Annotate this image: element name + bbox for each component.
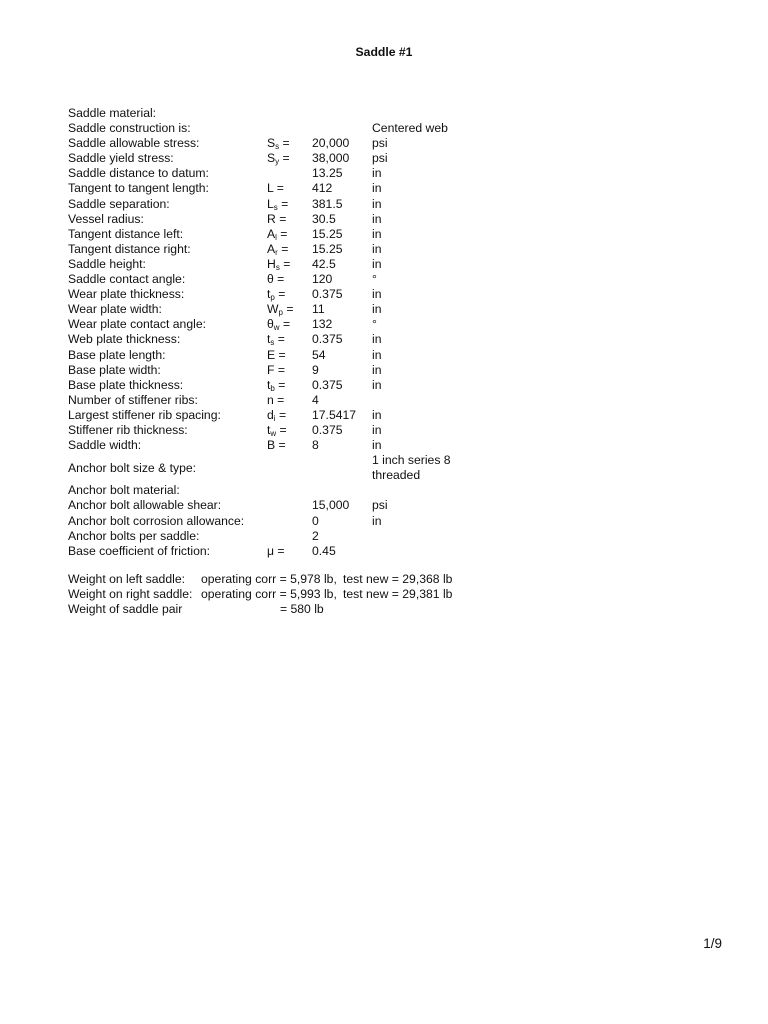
right-saddle-label: Weight on right saddle:: [68, 587, 193, 602]
symbol-letter: H: [267, 256, 276, 271]
parameter-unit: psi: [372, 498, 388, 513]
symbol-equals: =: [279, 256, 291, 271]
symbol-equals: =: [274, 332, 285, 347]
parameter-value: 13.25: [312, 166, 343, 181]
parameter-label: Saddle yield stress:: [68, 151, 174, 166]
parameter-unit: psi: [372, 151, 388, 166]
parameter-label: Wear plate width:: [68, 302, 162, 317]
symbol-letter: L: [267, 181, 274, 196]
parameter-symbol: [267, 438, 286, 453]
symbol-equals: =: [282, 302, 294, 317]
symbol-subscript: p: [278, 308, 283, 318]
parameter-value: 381.5: [312, 196, 343, 211]
parameter-symbol: [267, 302, 293, 317]
parameter-label: Saddle material:: [68, 106, 157, 120]
symbol-letter: R: [267, 211, 276, 226]
parameter-label: Anchor bolt allowable shear:: [68, 498, 222, 513]
symbol-subscript: w: [273, 323, 280, 333]
parameter-label: Tangent distance left:: [68, 226, 184, 241]
symbol-subscript: y: [275, 157, 280, 167]
right-saddle-operating: operating corr = 5,993 lb,: [201, 587, 337, 602]
parameter-unit: in: [372, 226, 382, 241]
parameter-label: Stiffener rib thickness:: [68, 422, 188, 437]
parameter-value: 0.45: [312, 543, 336, 558]
symbol-subscript: w: [270, 428, 277, 438]
symbol-equals: =: [275, 407, 287, 422]
symbol-letter: t: [267, 377, 271, 392]
symbol-equals: =: [273, 272, 285, 287]
symbol-equals: =: [275, 438, 286, 453]
parameter-value: 42.5: [312, 256, 336, 271]
parameter-value: 38,000: [312, 151, 350, 166]
symbol-equals: =: [276, 226, 288, 241]
right-saddle-test: test new = 29,381 lb: [343, 587, 453, 602]
symbol-letter: B: [267, 438, 276, 453]
symbol-equals: =: [276, 422, 287, 437]
parameter-value: 0.375: [312, 422, 343, 437]
parameter-label: Vessel radius:: [68, 211, 144, 226]
parameter-label: Saddle distance to datum:: [68, 166, 209, 181]
symbol-letter: S: [267, 136, 276, 151]
parameter-value: 15.25: [312, 241, 343, 256]
parameter-value: 8: [312, 438, 319, 453]
parameter-label: Anchor bolt material:: [68, 483, 180, 498]
parameter-symbol: [267, 544, 285, 559]
parameter-value: 9: [312, 362, 319, 377]
parameter-unit: psi: [372, 136, 388, 151]
parameter-label: Saddle separation:: [68, 196, 170, 211]
parameter-unit: in: [372, 438, 382, 453]
symbol-letter: E: [267, 347, 276, 362]
parameter-value: 54: [312, 347, 326, 362]
symbol-equals: =: [274, 362, 285, 377]
parameter-label: Anchor bolt corrosion allowance:: [68, 513, 245, 528]
parameter-value: 11: [312, 302, 325, 317]
parameter-symbol: [267, 227, 287, 242]
symbol-equals: =: [274, 377, 286, 392]
saddle-pair-label: Weight of saddle pair: [68, 602, 183, 617]
parameter-label: Web plate thickness:: [68, 332, 181, 347]
parameter-symbol: [267, 151, 290, 166]
parameter-unit: in: [372, 362, 382, 377]
symbol-subscript: s: [273, 202, 278, 212]
parameter-symbol: [267, 181, 284, 196]
symbol-equals: =: [273, 181, 284, 196]
symbol-letter: t: [267, 422, 271, 437]
parameter-value: 17.5417: [312, 407, 357, 422]
parameter-unit: Centered web: [372, 121, 448, 136]
symbol-letter: A: [267, 241, 276, 256]
parameter-label: Anchor bolts per saddle:: [68, 528, 200, 543]
symbol-letter: n: [267, 392, 274, 407]
parameter-unit: in: [372, 166, 382, 181]
parameter-symbol: [267, 363, 285, 378]
left-saddle-operating: operating corr = 5,978 lb,: [201, 572, 337, 586]
symbol-subscript: s: [275, 142, 280, 152]
parameter-value: 0.375: [312, 377, 343, 392]
symbol-letter: d: [267, 407, 274, 422]
parameter-unit: °: [372, 272, 377, 287]
parameter-value: 132: [312, 317, 333, 332]
parameter-unit: in: [372, 513, 382, 528]
saddle-pair-value: = 580 lb: [280, 602, 324, 617]
symbol-letter: t: [267, 332, 271, 347]
symbol-equals: =: [274, 287, 286, 302]
symbol-subscript: r: [275, 247, 278, 257]
symbol-subscript: l: [275, 232, 277, 242]
parameter-label: Anchor bolt size & type:: [68, 461, 197, 476]
symbol-letter: θ: [267, 272, 274, 287]
parameter-symbol: [267, 242, 288, 257]
parameter-symbol: [267, 212, 286, 227]
symbol-letter: L: [267, 196, 274, 211]
parameter-value: 0: [312, 513, 319, 528]
parameter-symbol: [267, 272, 284, 287]
parameter-symbol: [267, 348, 286, 363]
parameter-label: Number of stiffener ribs:: [68, 392, 198, 407]
parameter-unit: in: [372, 347, 382, 362]
parameter-label: Base plate thickness:: [68, 377, 184, 392]
symbol-letter: θ: [267, 317, 274, 332]
parameter-label: Largest stiffener rib spacing:: [68, 407, 221, 422]
parameter-symbol: [267, 197, 288, 212]
symbol-equals: =: [277, 241, 289, 256]
parameter-unit: 1 inch series 8 threaded: [372, 453, 451, 483]
parameter-label: Wear plate thickness:: [68, 287, 185, 302]
symbol-subscript: s: [270, 338, 275, 348]
symbol-subscript: i: [273, 413, 276, 423]
parameter-label: Wear plate contact angle:: [68, 317, 206, 332]
left-saddle-test: test new = 29,368 lb: [343, 572, 453, 586]
symbol-equals: =: [273, 392, 285, 407]
parameter-value: 0.375: [312, 332, 343, 347]
parameter-symbol: [267, 408, 286, 423]
parameter-unit: in: [372, 256, 382, 271]
symbol-equals: =: [275, 347, 286, 362]
parameter-unit: in: [372, 377, 382, 392]
symbol-letter: W: [267, 302, 279, 317]
parameter-unit: in: [372, 407, 382, 422]
symbol-letter: μ: [267, 543, 275, 558]
parameter-value: 2: [312, 528, 319, 543]
parameter-value: 15.25: [312, 226, 343, 241]
parameter-value: 120: [312, 272, 333, 287]
parameter-label: Saddle contact angle:: [68, 272, 186, 287]
left-saddle-label: Weight on left saddle:: [68, 572, 185, 586]
parameter-unit: in: [372, 241, 382, 256]
parameter-value: 412: [312, 181, 333, 196]
parameter-value: 20,000: [312, 136, 350, 151]
parameter-unit: in: [372, 196, 382, 211]
parameter-unit: in: [372, 422, 382, 437]
parameter-label: Base plate length:: [68, 347, 166, 362]
parameter-label: Saddle width:: [68, 438, 142, 453]
symbol-equals: =: [279, 151, 290, 166]
parameter-label: Base plate width:: [68, 362, 161, 377]
symbol-letter: A: [267, 226, 276, 241]
parameter-unit: in: [372, 211, 382, 226]
parameter-label: Base coefficient of friction:: [68, 543, 211, 558]
parameter-symbol: [267, 257, 290, 272]
symbol-equals: =: [277, 196, 289, 211]
parameter-label: Saddle allowable stress:: [68, 136, 200, 151]
parameter-symbol: [267, 317, 290, 332]
parameter-symbol: [267, 332, 285, 347]
parameter-symbol: [267, 393, 284, 408]
parameter-value: 0.375: [312, 287, 343, 302]
symbol-letter: F: [267, 362, 275, 377]
page-title: Saddle #1: [355, 45, 413, 59]
parameter-label: Saddle height:: [68, 256, 146, 271]
parameter-label: Tangent distance right:: [68, 241, 191, 256]
parameter-symbol: [267, 287, 285, 302]
symbol-letter: S: [267, 151, 276, 166]
symbol-equals: =: [274, 543, 285, 558]
page-number: 1/9: [703, 936, 722, 951]
symbol-equals: =: [275, 211, 287, 226]
symbol-equals: =: [279, 317, 291, 332]
symbol-subscript: b: [270, 383, 275, 393]
parameter-unit: in: [372, 287, 382, 302]
parameter-label: Saddle construction is:: [68, 121, 191, 136]
parameter-unit: in: [372, 302, 382, 317]
symbol-subscript: s: [275, 262, 280, 272]
parameter-symbol: [267, 378, 285, 393]
parameter-value: 30.5: [312, 211, 336, 226]
parameter-value: 4: [312, 392, 319, 407]
parameter-symbol: [267, 136, 290, 151]
symbol-letter: t: [267, 287, 271, 302]
parameter-unit: in: [372, 181, 382, 196]
parameter-symbol: [267, 423, 287, 438]
parameter-value: 15,000: [312, 498, 350, 513]
parameter-label: Tangent to tangent length:: [68, 181, 209, 196]
symbol-subscript: p: [270, 293, 275, 303]
parameter-unit: °: [372, 317, 377, 332]
parameter-unit: in: [372, 332, 382, 347]
symbol-equals: =: [279, 136, 290, 151]
